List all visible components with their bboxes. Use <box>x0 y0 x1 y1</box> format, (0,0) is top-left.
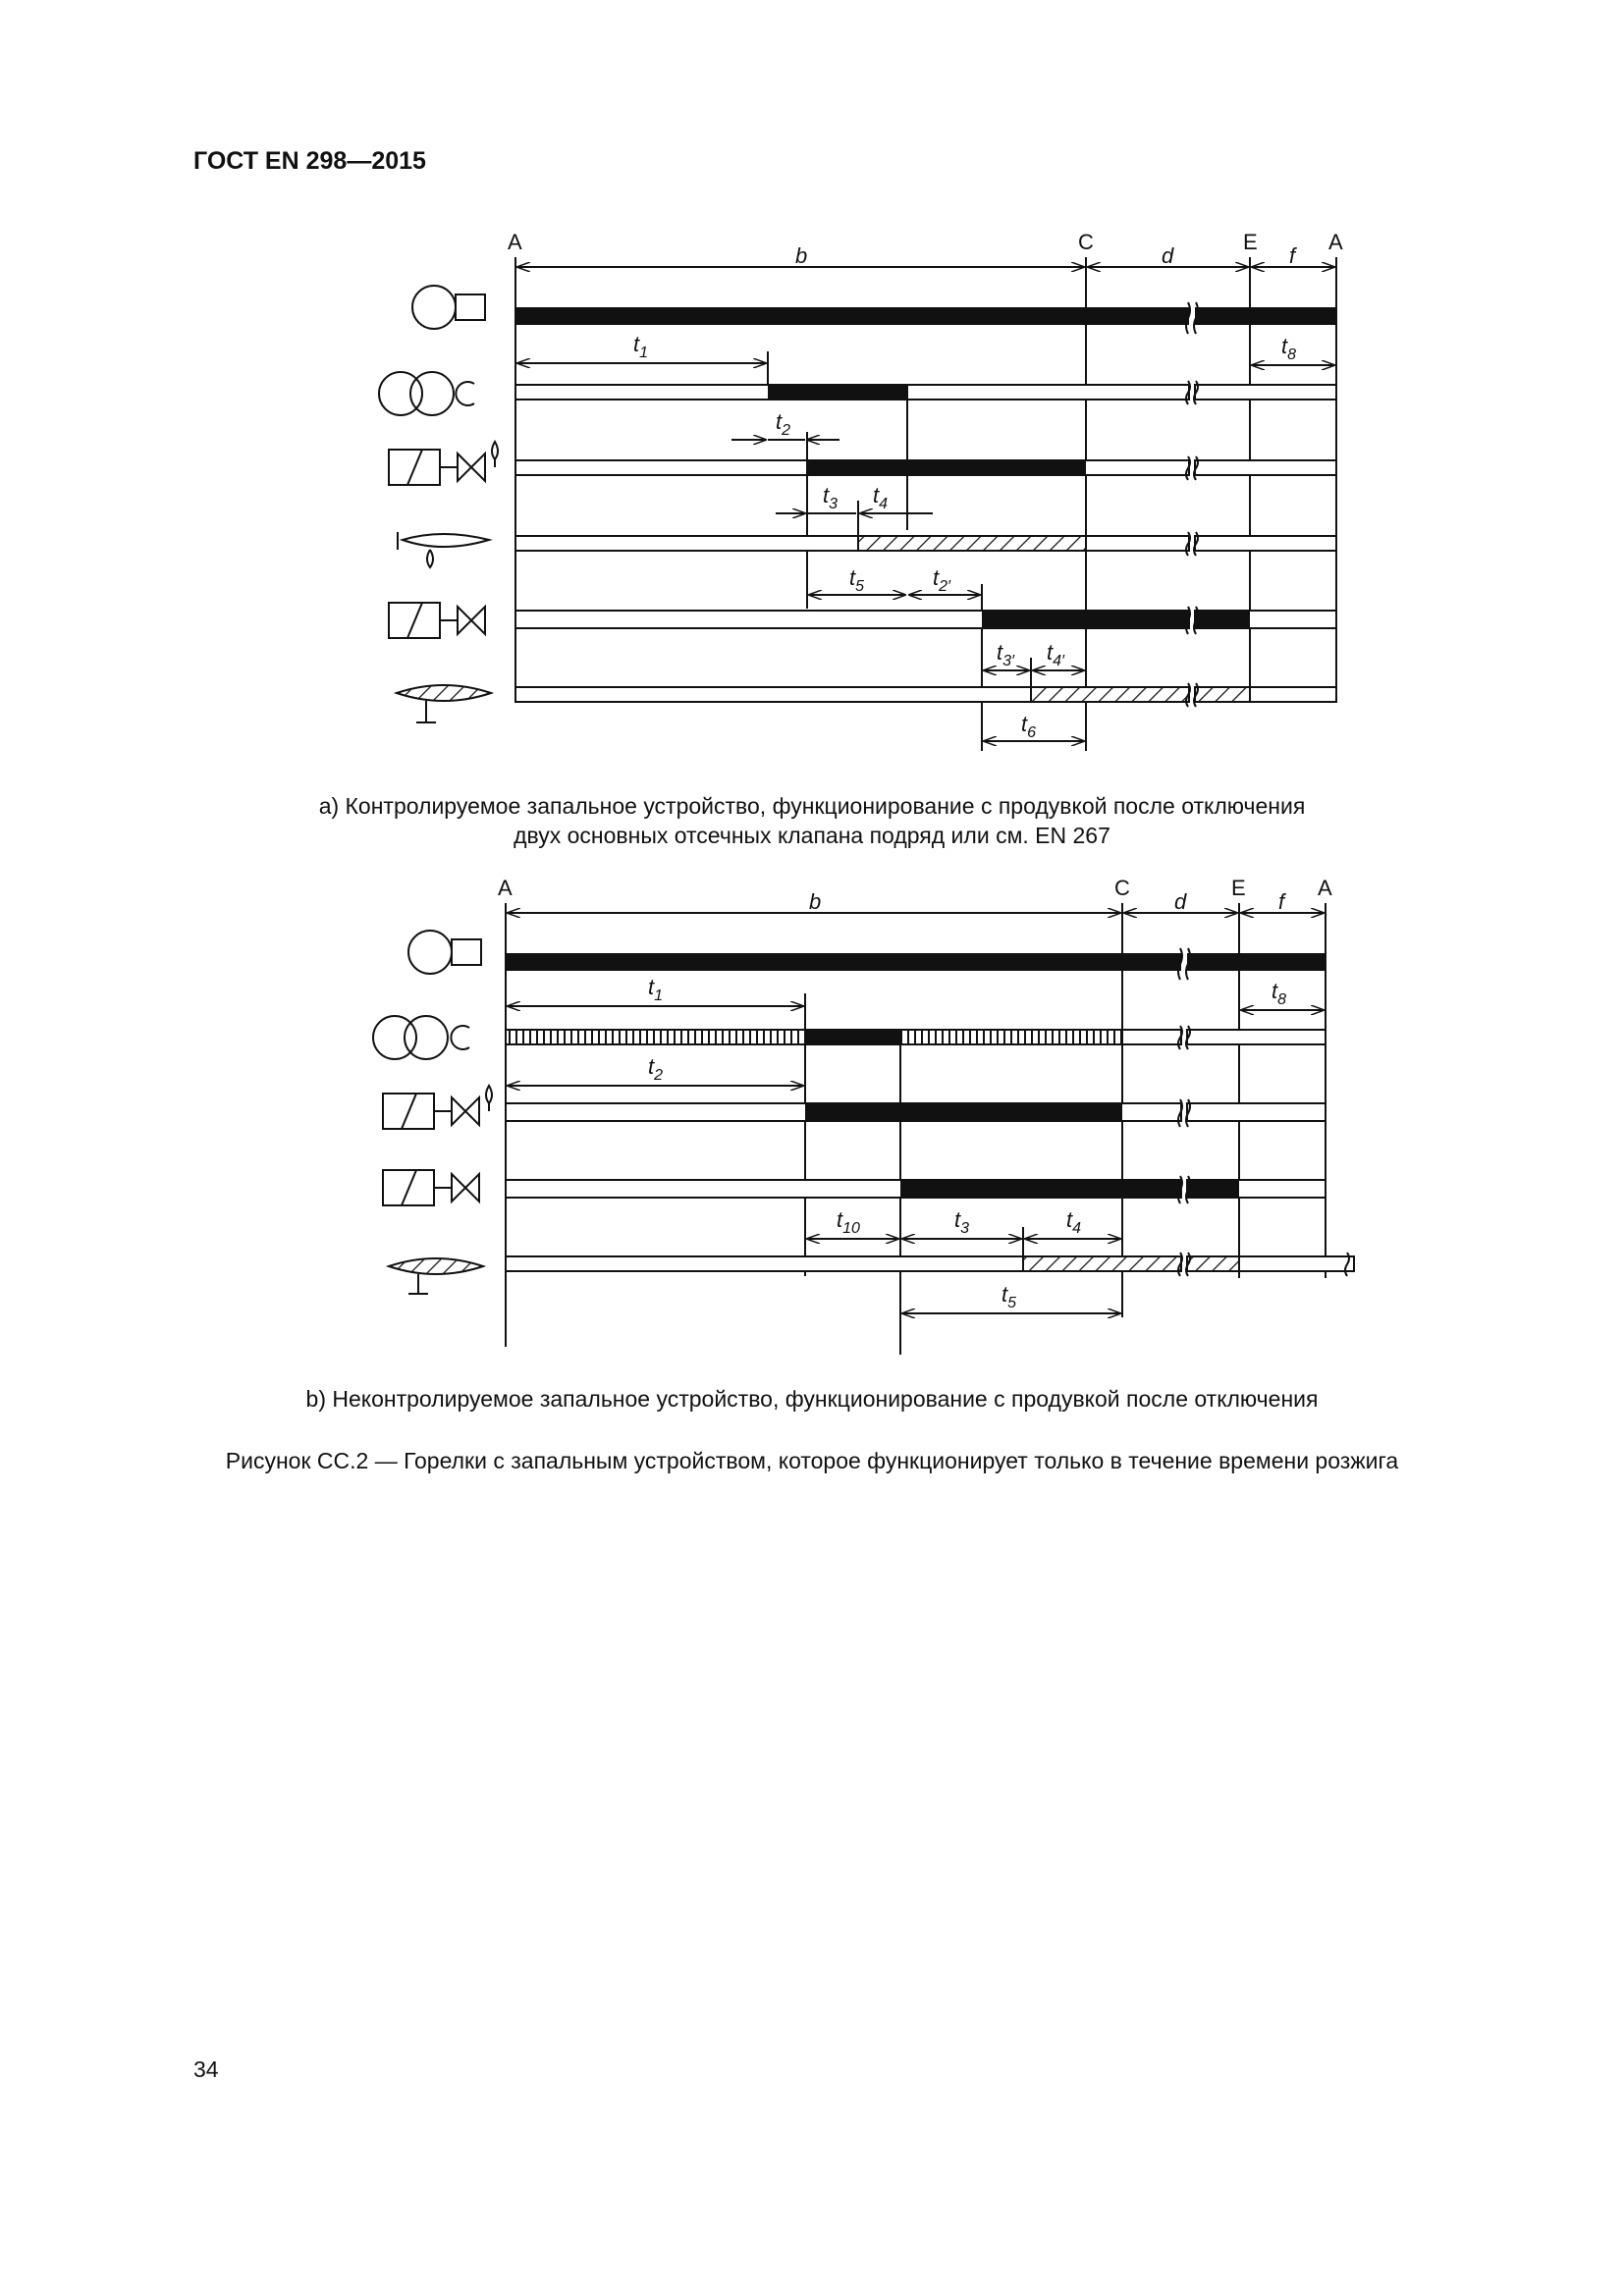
t3-label: t <box>823 483 830 507</box>
t4prime-label: t <box>1047 640 1054 665</box>
interval-f-b: f <box>1278 889 1285 914</box>
svg-text:t5: $t_5$ <box>849 565 865 595</box>
t3prime-label: t <box>997 640 1003 665</box>
svg-text:t4: $t_4$ <box>873 483 889 512</box>
svg-text:t1: $t_1$ <box>648 975 664 1004</box>
svg-text:t2: $t_2$ <box>776 409 791 439</box>
t5-label: t <box>849 565 856 590</box>
svg-text:t3′: $t_{3'}$ <box>997 640 1015 669</box>
svg-text:t1: $t_1$ <box>633 332 649 361</box>
t2-label-b: t <box>648 1054 655 1079</box>
interval-d: d <box>1162 243 1174 268</box>
pilot-valve-icon-b <box>383 1086 492 1129</box>
pilot-flame-icon <box>398 532 489 567</box>
diagram-b <box>373 876 1354 1355</box>
interval-d-b: d <box>1174 889 1187 914</box>
t5-label-b: t <box>1001 1282 1008 1307</box>
svg-text:t2: $t_2$ <box>648 1054 664 1084</box>
svg-text:t2′: $t_{2'}$ <box>933 565 951 595</box>
t2prime-label: t <box>933 565 940 590</box>
t2-label: t <box>776 409 783 434</box>
caption-a-line2: двух основных отсечных клапана подряд или см. EN 267 <box>514 823 1110 848</box>
t6-label: t <box>1021 712 1028 736</box>
svg-text:t3: $t_3$ <box>954 1207 970 1237</box>
fan-icon-b <box>408 931 481 974</box>
caption-b: b) Неконтролируемое запальное устройство, функционирование с продувкой после отключения <box>305 1386 1319 1412</box>
point-a-end: A <box>1328 230 1343 254</box>
ignition-transformer-icon <box>379 372 474 415</box>
svg-text:t3: $t_3$ <box>823 483 839 512</box>
t1-label: t <box>633 332 640 356</box>
t4-label: t <box>873 483 880 507</box>
point-a-end-b: A <box>1318 876 1332 900</box>
svg-text:t6: $t_6$ <box>1021 712 1037 741</box>
ignition-transformer-icon-b <box>373 1016 469 1059</box>
t3-label-b: t <box>954 1207 961 1232</box>
interval-f: f <box>1289 243 1296 268</box>
main-valve-icon <box>389 603 485 638</box>
svg-text:t10: $t_{10}$ <box>837 1207 860 1237</box>
interval-b-b: b <box>809 889 822 914</box>
t8-label-b: t <box>1272 979 1278 1003</box>
pilot-valve-icon <box>389 442 498 485</box>
svg-text:t8: $t_8$ <box>1272 979 1287 1008</box>
caption-a-line1: a) Контролируемое запальное устройство, функционирование с продувкой после отключения <box>318 793 1306 819</box>
point-c-b: C <box>1114 876 1130 900</box>
point-c: C <box>1078 230 1094 254</box>
svg-text:t5: $t_5$ <box>1001 1282 1017 1311</box>
t1-label-b: t <box>648 975 655 999</box>
point-e: E <box>1243 230 1258 254</box>
point-a-start-b: A <box>498 876 513 900</box>
svg-text:t8: $t_8$ <box>1281 334 1297 363</box>
svg-text:t4: $t_4$ <box>1066 1207 1082 1237</box>
main-flame-icon-b <box>389 1258 483 1294</box>
interval-b: b <box>795 243 808 268</box>
point-a-start: A <box>508 230 522 254</box>
figure-caption: Рисунок СС.2 — Горелки с запальным устройством, которое функционирует только в течение времени розжига <box>225 1448 1399 1473</box>
fan-icon <box>412 286 485 329</box>
document-header: ГОСТ EN 298—2015 <box>193 147 426 175</box>
t4-label-b: t <box>1066 1207 1073 1232</box>
svg-text:t4′: $t_{4'}$ <box>1047 640 1065 669</box>
main-valve-icon-b <box>383 1170 479 1205</box>
point-e-b: E <box>1231 876 1246 900</box>
main-flame-icon <box>397 685 491 722</box>
t10-label: t <box>837 1207 843 1232</box>
page-number: 34 <box>193 2056 219 2082</box>
t8-label: t <box>1281 334 1288 358</box>
diagram-a <box>379 230 1343 751</box>
